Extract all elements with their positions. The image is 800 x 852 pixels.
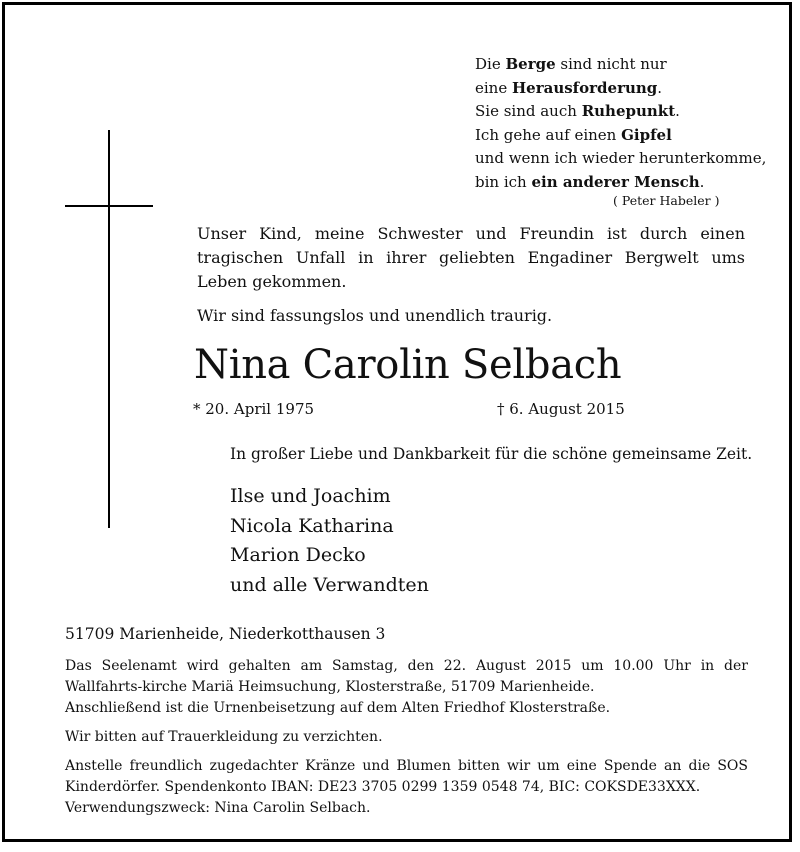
poem-text: sind nicht nur <box>555 55 667 73</box>
family-list <box>230 482 429 600</box>
poem-text: Sie sind auch <box>475 102 582 121</box>
family-member: Ilse und Joachim <box>230 485 391 507</box>
poem-text: bin ich <box>475 172 532 191</box>
poem-text: Die <box>475 55 506 73</box>
cross-icon-vertical <box>108 130 110 528</box>
poem-text: . <box>657 78 663 97</box>
family-address: 51709 Marienheide, Niederkotthausen 3 <box>65 625 386 643</box>
poem-emphasis: Gipfel <box>621 125 672 144</box>
poem-line <box>475 100 775 124</box>
poem-text: . <box>675 102 680 121</box>
dress-code-info: Wir bitten auf Trauerkleidung zu verzichten. <box>65 729 383 745</box>
poem-emphasis: Ruhepunkt <box>581 102 676 121</box>
family-member: Marion Decko <box>230 544 366 566</box>
poem-emphasis: ein anderer Mensch <box>531 172 700 191</box>
poem-line <box>475 53 775 77</box>
poem-text: und wenn ich wieder herunterkomme, <box>475 149 767 168</box>
poem-line <box>475 124 775 148</box>
poem-quote <box>475 53 775 195</box>
death-date: † 6. August 2015 <box>497 400 625 418</box>
service-details <box>65 656 748 819</box>
announcement-paragraph: Wir sind fassungslos und unendlich traurig. <box>197 306 553 325</box>
poem-text: Ich gehe auf einen <box>475 125 622 144</box>
poem-line <box>475 171 775 195</box>
obituary-notice <box>2 2 792 842</box>
announcement-paragraph: Unser Kind, meine Schwester und Freundin ist durch einen tragischen Unfall in ihrer geliebten Engadiner Bergwelt ums Leben gekommen. <box>197 224 745 291</box>
family-member: Nicola Katharina <box>230 514 394 537</box>
poem-line <box>475 147 775 171</box>
poem-author: ( Peter Habeler ) <box>613 193 720 208</box>
gratitude-line: In großer Liebe und Dankbarkeit für die schöne gemeinsame Zeit. <box>230 445 753 463</box>
poem-emphasis: Berge <box>505 55 556 73</box>
donation-purpose: Verwendungszweck: Nina Carolin Selbach. <box>65 800 371 816</box>
service-info: Das Seelenamt wird gehalten am Samstag, den 22. August 2015 um 10.00 Uhr in der Wallfahrts-kirche Mariä Heimsuchung, Klosterstraße, 51709 Marienheide. <box>65 658 748 695</box>
deceased-name: Nina Carolin Selbach <box>194 342 622 388</box>
poem-line <box>475 77 775 101</box>
poem-text: eine <box>475 78 512 97</box>
donation-info: Anstelle freundlich zugedachter Kränze und Blumen bitten wir um eine Spende an die SOS Kinderdörfer. Spendenkonto IBAN: DE23 3705 0299 1359 0548 74, BIC: COKSDE33XXX. <box>65 758 748 795</box>
poem-text: . <box>699 172 705 191</box>
cross-icon-horizontal <box>65 205 153 207</box>
announcement-text <box>197 222 745 328</box>
burial-info: Anschließend ist die Urnenbeisetzung auf dem Alten Friedhof Klosterstraße. <box>65 700 611 716</box>
family-member: und alle Verwandten <box>230 573 429 596</box>
birth-date: * 20. April 1975 <box>193 400 315 418</box>
poem-emphasis: Herausforderung <box>511 78 658 97</box>
